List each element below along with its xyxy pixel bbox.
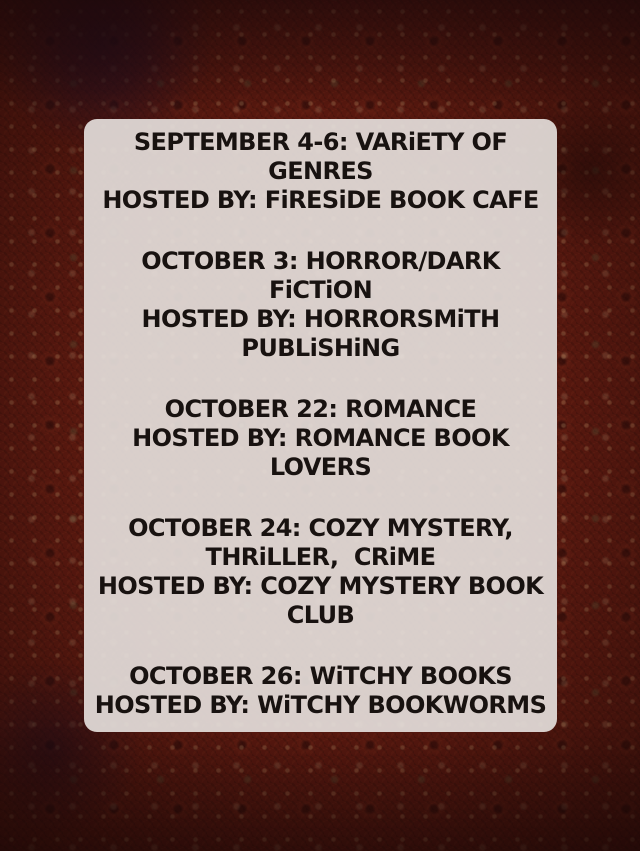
event-line: HOSTED BY: COZY MYSTERY BOOK xyxy=(97,572,544,600)
event-line: SEPTEMBER 4-6: VARiETY OF xyxy=(133,128,508,156)
event-block-october-3 xyxy=(88,247,553,363)
events-panel xyxy=(84,119,557,732)
event-line: LOVERS xyxy=(269,453,372,481)
event-line: HOSTED BY: WiTCHY BOOKWORMS xyxy=(94,691,547,719)
event-block-october-26 xyxy=(88,662,553,720)
event-line: HOSTED BY: HORRORSMiTH xyxy=(141,305,500,333)
event-line: CLUB xyxy=(286,601,355,629)
event-block-october-22 xyxy=(88,395,553,482)
event-line: OCTOBER 3: HORROR/DARK xyxy=(141,247,500,275)
event-line: OCTOBER 26: WiTCHY BOOKS xyxy=(129,662,512,690)
event-line: THRiLLER, CRiME xyxy=(205,543,436,571)
event-line: FiCTiON xyxy=(268,276,373,304)
event-line: HOSTED BY: ROMANCE BOOK xyxy=(132,424,509,452)
event-line: OCTOBER 22: ROMANCE xyxy=(164,395,477,423)
event-line: GENRES xyxy=(268,157,373,185)
event-line: PUBLiSHiNG xyxy=(241,334,400,362)
event-block-september-4-6 xyxy=(88,128,553,215)
event-line: HOSTED BY: FiRESiDE BOOK CAFE xyxy=(102,186,539,214)
event-line: OCTOBER 24: COZY MYSTERY, xyxy=(128,514,513,542)
event-block-october-24 xyxy=(88,514,553,630)
